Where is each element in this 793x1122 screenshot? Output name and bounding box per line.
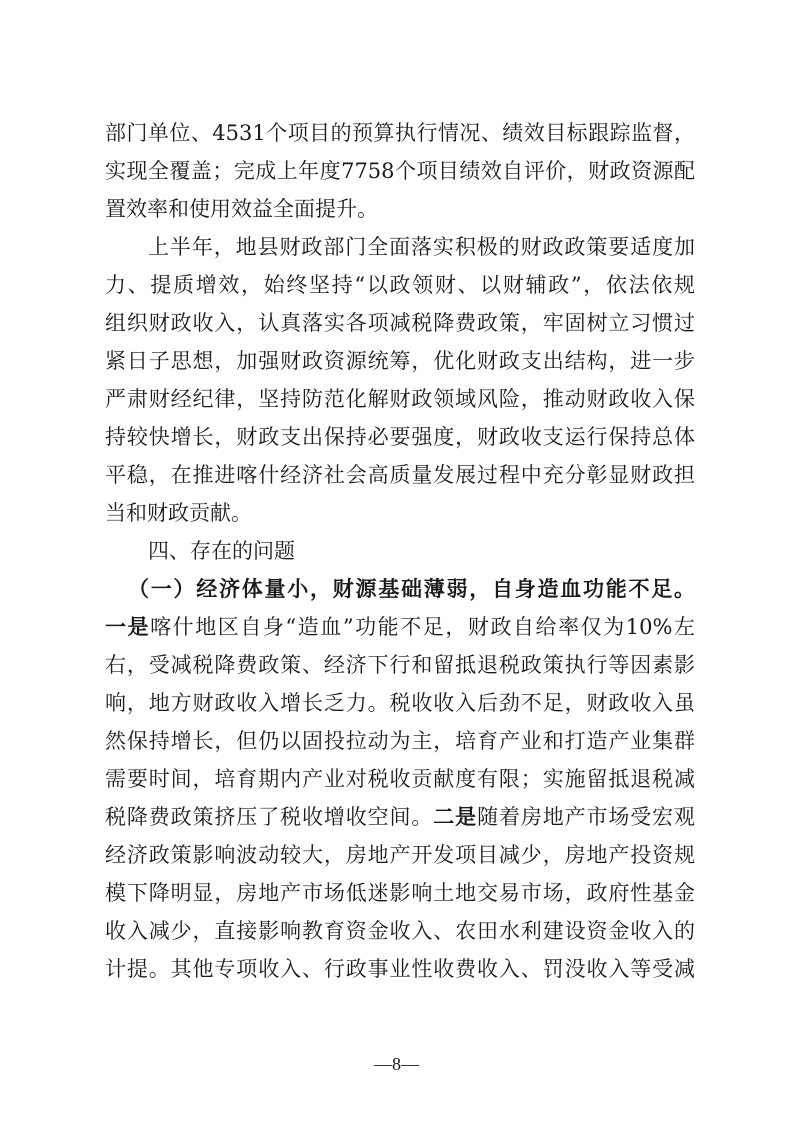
body-text: 随着房地产市场受宏观 xyxy=(477,805,695,829)
body-line: 右，受减税降费政策、经济下行和留抵退税政策执行等因素影 xyxy=(105,653,695,677)
body-line: 然保持增长，但仍以固投拉动为主，培育产业和打造产业集群 xyxy=(105,729,695,753)
emphasis-label: 一是 xyxy=(105,614,151,639)
body-line: 需要时间，培育期内产业对税收贡献度有限；实施留抵退税减 xyxy=(105,767,695,791)
body-line: 组织财政收入，认真落实各项减税降费政策，牢固树立习惯过 xyxy=(105,311,695,335)
body-line: 力、提质增效，始终坚持“以政领财、以财辅政”，依法依规 xyxy=(105,273,695,297)
body-line: 严肃财经纪律，坚持防范化解财政领域风险，推动财政收入保 xyxy=(105,387,695,411)
section-heading: 四、存在的问题 xyxy=(148,539,295,563)
body-line: 实现全覆盖；完成上年度7758个项目绩效自评价，财政资源配 xyxy=(105,159,695,183)
body-line: 持较快增长，财政支出保持必要强度，财政收支运行保持总体 xyxy=(105,425,695,449)
body-line: 平稳，在推进喀什经济社会高质量发展过程中充分彰显财政担 xyxy=(105,463,695,487)
body-text: 税降费政策挤压了税收增收空间。 xyxy=(105,805,434,829)
body-line: 紧日子思想，加强财政资源统筹，优化财政支出结构，进一步 xyxy=(105,349,695,373)
body-line xyxy=(105,797,695,837)
page-number: —8— xyxy=(374,1054,419,1074)
body-line: 模下降明显，房地产市场低迷影响土地交易市场，政府性基金 xyxy=(105,881,695,905)
body-text: 喀什地区自身“造血”功能不足，财政自给率仅为10%左 xyxy=(150,615,695,639)
body-line: 计提。其他专项收入、行政事业性收费收入、罚没收入等受减 xyxy=(105,957,695,981)
body-line: 经济政策影响波动较大，房地产开发项目减少，房地产投资规 xyxy=(105,843,695,867)
body-line: 置效率和使用效益全面提升。 xyxy=(105,197,378,221)
subheading: （一）经济体量小，财源基础薄弱，自身造血功能不足。 xyxy=(128,576,695,601)
body-line: 当和财政贡献。 xyxy=(105,501,252,525)
emphasis-label: 二是 xyxy=(433,804,478,829)
body-line: 上半年，地县财政部门全面落实积极的财政政策要适度加 xyxy=(148,235,695,259)
body-line: 响，地方财政收入增长乏力。税收收入后劲不足，财政收入虽 xyxy=(105,691,695,715)
body-line xyxy=(105,607,695,647)
body-line: 收入减少，直接影响教育资金收入、农田水利建设资金收入的 xyxy=(105,919,695,943)
body-line: 部门单位、4531个项目的预算执行情况、绩效目标跟踪监督， xyxy=(105,121,695,145)
